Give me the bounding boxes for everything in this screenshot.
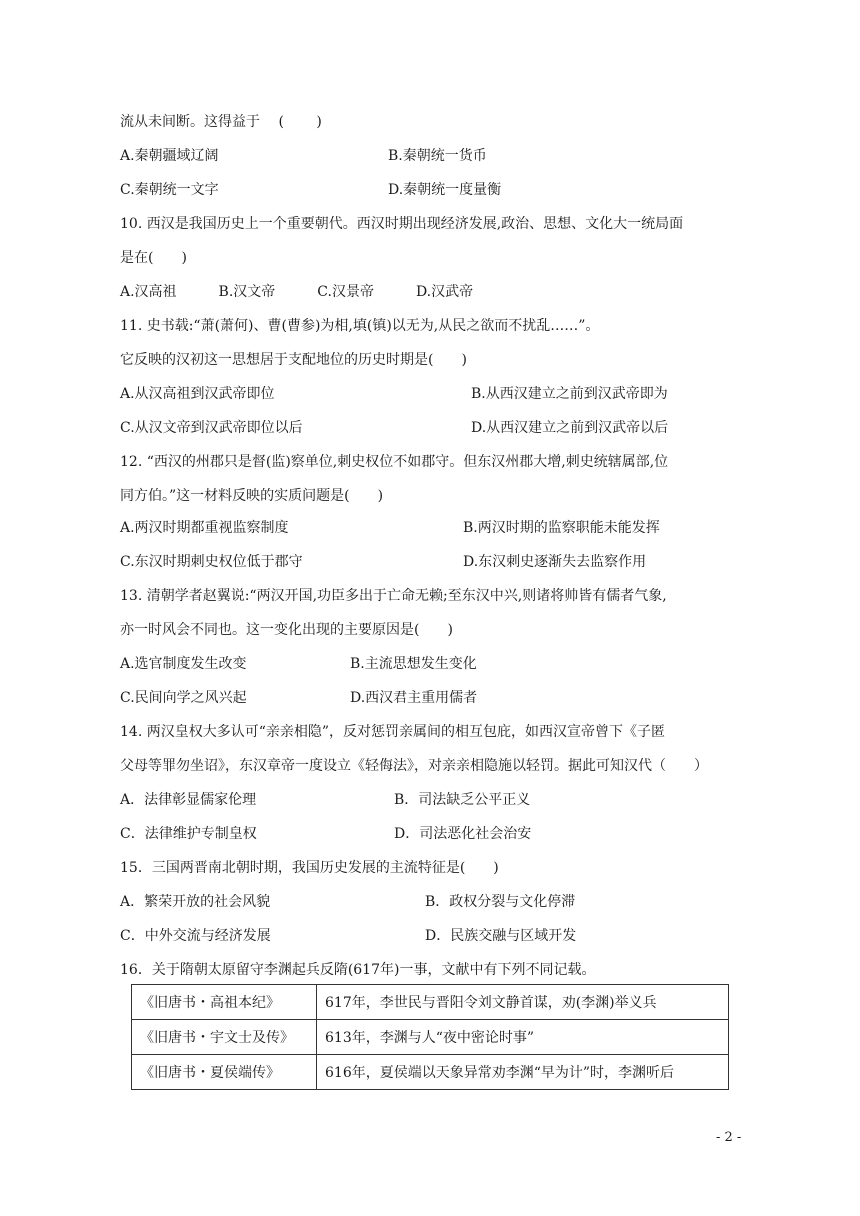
q14-option-c: C．法律维护专制皇权 <box>120 826 257 842</box>
q11-option-c: C.从汉文帝到汉武帝即位以后 <box>120 420 303 436</box>
q12-stem-line2: 同方伯。”这一材料反映的实质问题是( ) <box>120 488 384 504</box>
q12-option-c: C.东汉时期刺史权位低于郡守 <box>120 554 303 570</box>
q12-option-d: D.东汉刺史逐渐失去监察作用 <box>463 554 647 570</box>
q14-option-a: A．法律彰显儒家伦理 <box>120 792 257 808</box>
q10-stem-line1: 10. 西汉是我国历史上一个重要朝代。西汉时期出现经济发展,政治、思想、文化大一统局面 <box>120 216 684 232</box>
q11-option-a: A.从汉高祖到汉武帝即位 <box>120 386 275 402</box>
q11-option-d: D.从西汉建立之前到汉武帝以后 <box>471 420 669 436</box>
q12-stem-line1: 12. “西汉的州郡只是督(监)察单位,刺史权位不如郡守。但东汉州郡大增,刺史统辖属部,位 <box>120 454 669 470</box>
content-cell: 617年，李世民与晋阳令刘文静首谋，劝(李渊)举义兵 <box>317 985 729 1020</box>
q15-stem: 15．三国两晋南北朝时期，我国历史发展的主流特征是( ) <box>120 860 499 876</box>
q14-stem-line1: 14. 两汉皇权大多认可“亲亲相隐”，反对惩罚亲属间的相互包庇，如西汉宣帝曾下《子匿 <box>120 724 666 740</box>
page-number: - 2 - <box>716 1130 742 1145</box>
q15-option-c: C．中外交流与经济发展 <box>120 928 271 944</box>
q10-stem-line2: 是在( ) <box>120 250 187 266</box>
q9-option-a: A.秦朝疆域辽阔 <box>120 148 219 164</box>
table-row <box>132 985 729 1020</box>
q13-option-b: B.主流思想发生变化 <box>350 656 477 672</box>
q15-option-b: B．政权分裂与文化停滞 <box>425 894 576 910</box>
q13-option-c: C.民间向学之风兴起 <box>120 690 247 706</box>
q15-option-d: D．民族交融与区域开发 <box>425 928 577 944</box>
q13-option-d: D.西汉君主重用儒者 <box>350 690 478 706</box>
q11-option-b: B.从西汉建立之前到汉武帝即为 <box>471 386 668 402</box>
q16-stem: 16．关于隋朝太原留守李渊起兵反隋(617年)一事，文献中有下列不同记载。 <box>120 962 596 978</box>
q14-option-b: B．司法缺乏公平正义 <box>394 792 531 808</box>
q11-stem-line2: 它反映的汉初这一思想居于支配地位的历史时期是( ) <box>120 352 467 368</box>
q9-stem-line: 流从未间断。这得益于 ( ) <box>120 114 322 130</box>
q14-stem-line2: 父母等罪勿坐诏》，东汉章帝一度设立《轻侮法》，对亲亲相隐施以轻罚。据此可知汉代（ ） <box>120 758 708 774</box>
table-row <box>132 1020 729 1055</box>
sources-table <box>131 984 729 1090</box>
q10-options: A.汉高祖 B.汉文帝 C.汉景帝 D.汉武帝 <box>120 284 474 300</box>
source-cell: 《旧唐书・宇文士及传》 <box>132 1020 317 1055</box>
q12-option-b: B.两汉时期的监察职能未能发挥 <box>463 520 660 536</box>
q11-stem-line1: 11. 史书载:“萧(萧何)、曹(曹参)为相,填(镇)以无为,从民之欲而不扰乱……”。 <box>120 318 600 334</box>
source-cell: 《旧唐书・高祖本纪》 <box>132 985 317 1020</box>
source-cell: 《旧唐书・夏侯端传》 <box>132 1055 317 1090</box>
table-row <box>132 1055 729 1090</box>
q13-stem-line1: 13. 清朝学者赵翼说:“两汉开国,功臣多出于亡命无赖;至东汉中兴,则诸将帅皆有儒者气象, <box>120 588 667 604</box>
content-cell: 616年，夏侯端以天象异常劝李渊“早为计”时，李渊听后 <box>317 1055 729 1090</box>
q9-option-b: B.秦朝统一货币 <box>388 148 487 164</box>
q13-stem-line2: 亦一时风会不同也。这一变化出现的主要原因是( ) <box>120 622 453 638</box>
q15-option-a: A．繁荣开放的社会风貌 <box>120 894 271 910</box>
content-cell: 613年，李渊与人“夜中密论时事” <box>317 1020 729 1055</box>
q13-option-a: A.选官制度发生改变 <box>120 656 247 672</box>
q12-option-a: A.两汉时期都重视监察制度 <box>120 520 289 536</box>
q14-option-d: D．司法恶化社会治安 <box>394 826 532 842</box>
q9-option-d: D.秦朝统一度量衡 <box>388 182 502 198</box>
q9-option-c: C.秦朝统一文字 <box>120 182 219 198</box>
